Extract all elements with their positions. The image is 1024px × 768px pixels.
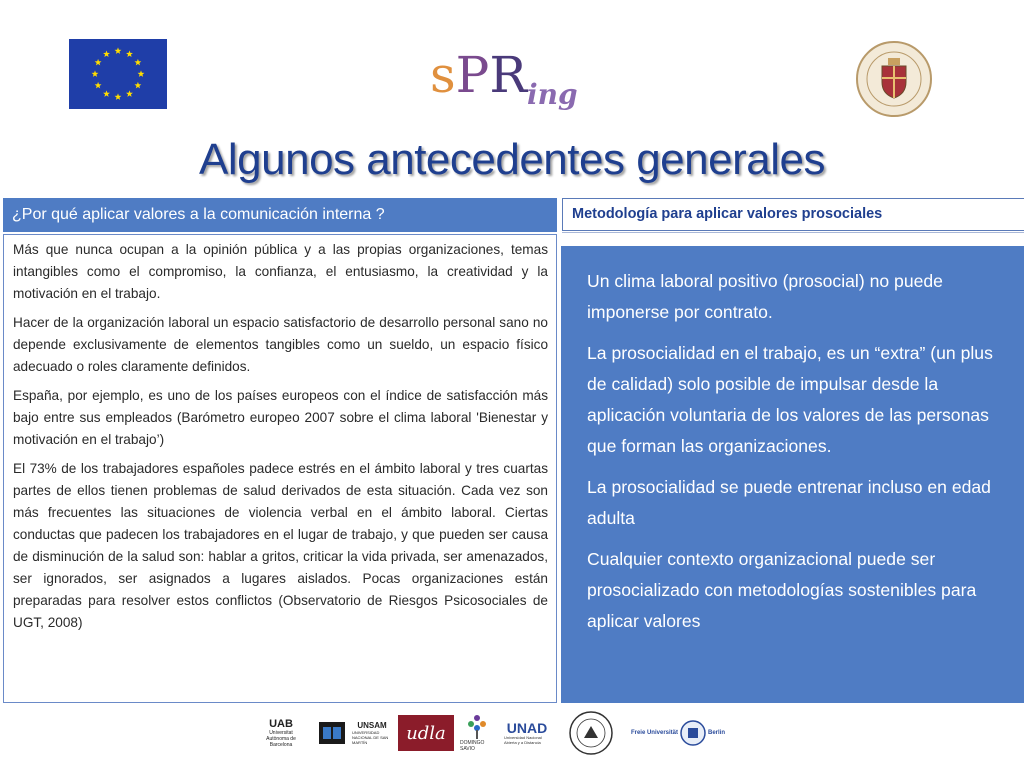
logo-letter-r: R (489, 46, 527, 104)
uab-name: UAB (269, 718, 293, 730)
freie-universitat-logo (628, 710, 728, 756)
eu-star-icon (138, 70, 145, 77)
university-seal-logo (855, 40, 933, 118)
logo-letter-s: s (430, 46, 456, 104)
unad-logo (504, 710, 550, 756)
right-paragraph: La prosocialidad se puede entrenar incluso en edad adulta (587, 477, 991, 528)
right-section-header: Metodología para aplicar valores prosociales (562, 198, 1024, 231)
unad-name: UNAD (506, 720, 548, 736)
eu-star-icon (103, 90, 110, 97)
logo-ing: ing (526, 78, 578, 111)
savio-name: DOMINGO SAVIO (460, 740, 485, 752)
left-paragraph: Hacer de la organización laboral un espacio satisfactorio de desarrollo personal sano no depende exclusivamente de elementos tangibles como un sueldo, un espacio físico adecuado o roles claramente definidos. (13, 315, 548, 374)
right-paragraph: Cualquier contexto organizacional puede ser prosocializado con metodologías sostenibles para aplicar valores (587, 549, 977, 631)
eu-star-icon (95, 59, 102, 66)
berlin-left: Freie Universität (630, 730, 678, 736)
uab-logo (258, 710, 304, 756)
book-icon (318, 719, 346, 747)
left-paragraph: España, por ejemplo, es uno de los países europeos con el índice de satisfacción más bajo entre sus empleados (Barómetro europeo 2007 sobre el clima laboral 'Bienestar y motivación en el trabajo’) (13, 388, 548, 447)
left-section-body (3, 234, 557, 703)
eu-star-icon (95, 82, 102, 89)
eu-star-icon (115, 93, 122, 100)
savio-logo (460, 710, 494, 756)
eu-star-icon (126, 90, 133, 97)
right-paragraph: Un clima laboral positivo (prosocial) no puede imponerse por contrato. (587, 271, 943, 322)
unsam-name: UNSAM (357, 720, 387, 730)
unsam-logo (352, 710, 392, 756)
seal-icon (855, 40, 933, 118)
book-logo (318, 710, 346, 756)
right-paragraph: La prosocialidad en el trabajo, es un “extra” (un plus de calidad) solo posible de impulsar desde la aplicación voluntaria de los valores de las personas que forman las organizaciones. (587, 343, 993, 456)
eu-star-icon (103, 50, 110, 57)
unad-subtitle: Universidad Nacional Abierta y a Distancia (504, 735, 542, 745)
eu-star-icon (134, 82, 141, 89)
page-title: Algunos antecedentes generales (199, 135, 825, 184)
eu-star-icon (126, 50, 133, 57)
left-section-header: ¿Por qué aplicar valores a la comunicación interna ? (3, 198, 557, 232)
eu-stars-icon (69, 39, 167, 109)
partner-logos (258, 710, 728, 756)
uam-seal-logo (562, 710, 620, 756)
uab-subtitle: Universitat Autònoma de Barcelona (266, 730, 296, 748)
left-paragraph: El 73% de los trabajadores españoles padece estrés en el ámbito laboral y tres cuartas partes de ellos tienen problemas de salud derivados de esta situación. Cada vez son más frecuentes las situaciones de violencia verbal en el ámbito laboral. Ciertas conductas que padecen los trabajadores en el lugar de trabajo, y que pueden ser causa de disminución de la salud son: hablar a gritos, criticar la vida privada, ser amenazados, ser ignorados, ser asignados a lugares aislados. Pocas organizaciones están preparadas para resolver estos conflictos (Observatorio de Riesgos Psicosociales de UGT, 2008) (13, 461, 548, 630)
unsam-subtitle: UNIVERSIDAD NACIONAL DE SAN MARTÍN (352, 729, 389, 745)
uam-seal-icon (567, 710, 615, 756)
spring-logo (430, 40, 590, 110)
right-section-body (561, 246, 1024, 703)
tree-icon (466, 714, 488, 740)
udla-logo: udla (398, 715, 454, 751)
berlin-right: Berlin (708, 730, 726, 736)
berlin-seal-icon (680, 720, 706, 746)
divider (562, 232, 1024, 233)
eu-star-icon (134, 59, 141, 66)
left-paragraph: Más que nunca ocupan a la opinión pública y a las propias organizaciones, temas intangibles como el compromiso, la confianza, el entusiasmo, la creatividad y la motivación en el trabajo. (13, 242, 548, 301)
eu-star-icon (92, 70, 99, 77)
eu-star-icon (115, 47, 122, 54)
logo-letter-p: P (455, 46, 490, 104)
eu-flag-logo (69, 39, 167, 109)
